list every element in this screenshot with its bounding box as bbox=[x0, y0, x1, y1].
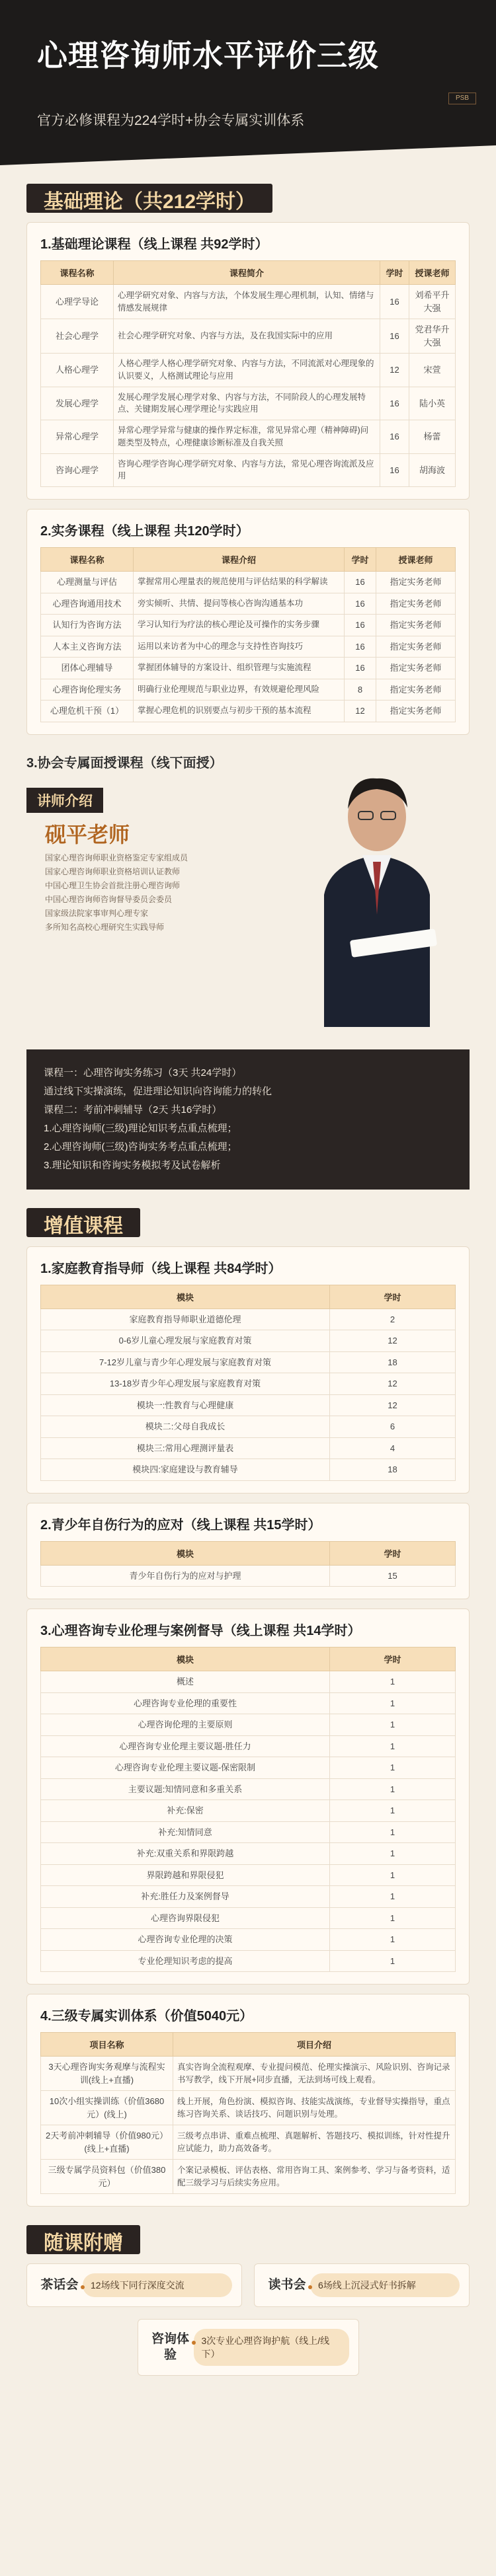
table-row bbox=[41, 1907, 456, 1929]
table-row bbox=[41, 1351, 456, 1373]
table-cell: 异常心理学 bbox=[41, 420, 114, 454]
table-cell: 指定实务老师 bbox=[376, 679, 456, 701]
col-hours: 学时 bbox=[345, 548, 376, 572]
table-row bbox=[41, 420, 456, 454]
bio-line: 国家心理咨询师职业资格鉴定专家组成员 bbox=[45, 852, 188, 862]
table-cell: 16 bbox=[380, 453, 409, 487]
col-course: 课程名称 bbox=[41, 261, 114, 285]
col-hours: 学时 bbox=[330, 1285, 456, 1308]
table-cell: 3天心理咨询实务观摩与流程实训(线上+直播) bbox=[41, 2057, 173, 2091]
table-cell: 18 bbox=[330, 1459, 456, 1481]
table-cell: 心理咨询专业伦理主要议题-保密限制 bbox=[41, 1757, 330, 1779]
section-basic-theory: 基础理论（共212学时） bbox=[26, 184, 272, 213]
gift-value: 6场线上沉浸式好书拆解 bbox=[310, 2273, 460, 2297]
col-course: 课程名称 bbox=[41, 548, 134, 572]
table-cell: 陆小英 bbox=[409, 387, 456, 420]
table-row bbox=[41, 1459, 456, 1481]
table-cell: 指定实务老师 bbox=[376, 658, 456, 679]
table-cell: 心理学导论 bbox=[41, 285, 114, 319]
table-cell: 指定实务老师 bbox=[376, 615, 456, 636]
table-cell: 模块二:父母自我成长 bbox=[41, 1416, 330, 1438]
table-cell: 模块三:常用心理测评量表 bbox=[41, 1437, 330, 1459]
table-cell: 心理咨询专业伦理的决策 bbox=[41, 1929, 330, 1951]
table-cell: 人格心理学人格心理学研究对象、内容与方法，不同流派对心理现象的认识要义，人格测试理论与应用 bbox=[114, 354, 380, 387]
table-row bbox=[41, 615, 456, 636]
table-cell: 团体心理辅导 bbox=[41, 658, 134, 679]
table-cell: 指定实务老师 bbox=[376, 593, 456, 615]
table-row bbox=[41, 1373, 456, 1395]
table-cell: 心理咨询界限侵犯 bbox=[41, 1907, 330, 1929]
gift-value: 12场线下同行深度交流 bbox=[83, 2273, 232, 2297]
table-row bbox=[41, 387, 456, 420]
table-cell: 三级考点串讲、重难点梳理、真题解析、答题技巧、模拟训练，针对性提升应试能力，助力高效备考。 bbox=[173, 2125, 456, 2160]
table-row bbox=[41, 2125, 456, 2160]
table-cell: 掌握团体辅导的方案设计、组织管理与实施流程 bbox=[134, 658, 345, 679]
col-hours: 学时 bbox=[330, 1648, 456, 1671]
table-row bbox=[41, 1929, 456, 1951]
table-cell: 16 bbox=[345, 572, 376, 593]
table-cell: 16 bbox=[345, 636, 376, 658]
teacher-name: 砚平老师 bbox=[45, 822, 130, 847]
gift-key: 咨询体验 bbox=[151, 2332, 189, 2362]
col-intro: 课程介绍 bbox=[134, 548, 345, 572]
table-cell: 16 bbox=[380, 420, 409, 454]
panel-line: 课程二：考前冲刺辅导（2天 共16学时） bbox=[44, 1104, 222, 1116]
table-row bbox=[41, 1778, 456, 1800]
bio-line: 中国心理卫生协会首批注册心理咨询师 bbox=[45, 880, 181, 890]
table-cell: 掌握心理危机的识别要点与初步干预的基本流程 bbox=[134, 701, 345, 722]
table-cell: 指定实务老师 bbox=[376, 701, 456, 722]
table-row bbox=[41, 1735, 456, 1757]
panel-line: 3.理论知识和咨询实务模拟考及试卷解析 bbox=[44, 1159, 221, 1171]
table-cell: 咨询心理学 bbox=[41, 453, 114, 487]
table-cell: 0-6岁儿童心理发展与家庭教育对策 bbox=[41, 1330, 330, 1352]
table-cell: 1 bbox=[330, 1929, 456, 1951]
table-row bbox=[41, 593, 456, 615]
col-intro: 课程简介 bbox=[114, 261, 380, 285]
gift-grid bbox=[26, 2263, 470, 2402]
table-cell: 心理咨询伦理实务 bbox=[41, 679, 134, 701]
basic-theory-table bbox=[40, 260, 456, 487]
table-cell: 真实咨询全流程观摩、专业提问模范、伦理实操演示、风险识别、咨询记录书写教学，线下开展+同步直播，无法到场可线上观看。 bbox=[173, 2057, 456, 2091]
table-cell: 心理咨询专业伦理的重要性 bbox=[41, 1692, 330, 1714]
table-cell: 刘希平升大强 bbox=[409, 285, 456, 319]
panel-line: 通过线下实操演练，促进理论知识向咨询能力的转化 bbox=[44, 1085, 272, 1097]
panel-line: 课程一：心理咨询实务练习（3天 共24学时） bbox=[44, 1067, 242, 1079]
table-cell: 6 bbox=[330, 1416, 456, 1438]
table-cell: 补充:胜任力及案例督导 bbox=[41, 1886, 330, 1908]
gift-item bbox=[26, 2263, 242, 2307]
table-cell: 心理学研究对象、内容与方法，个体发展生理心理机制，认知、情绪与情感发展规律 bbox=[114, 285, 380, 319]
table-cell: 1 bbox=[330, 1886, 456, 1908]
table-cell: 线上开展，角色扮演、模拟咨询、技能实战演练，专业督导实操指导，重点练习咨询关系、谈话技巧、问题识别与处理。 bbox=[173, 2091, 456, 2125]
gift-key: 读书会 bbox=[268, 2278, 306, 2292]
table-cell: 党君华升大强 bbox=[409, 319, 456, 354]
table-cell: 运用以来访者为中心的理念与支持性咨询技巧 bbox=[134, 636, 345, 658]
table-cell: 家庭教育指导师职业道德伦理 bbox=[41, 1308, 330, 1330]
hero-banner bbox=[0, 0, 496, 165]
table-cell: 12 bbox=[380, 354, 409, 387]
family-title: 1.家庭教育指导师（线上课程 共84学时） bbox=[40, 1261, 282, 1276]
table-cell: 2天考前冲刺辅导（价值980元）(线上+直播) bbox=[41, 2125, 173, 2160]
table-cell: 杨蕾 bbox=[409, 420, 456, 454]
bio-line: 多所知名高校心理研究生实践导师 bbox=[45, 922, 165, 932]
table-cell: 认知行为咨询方法 bbox=[41, 615, 134, 636]
gift-item bbox=[254, 2263, 470, 2307]
practice-title: 2.实务课程（线上课程 共120学时） bbox=[40, 524, 249, 539]
table-cell: 1 bbox=[330, 1821, 456, 1843]
table-cell: 发展心理学 bbox=[41, 387, 114, 420]
table-cell: 16 bbox=[380, 285, 409, 319]
practice-card bbox=[26, 509, 470, 735]
table-cell: 1 bbox=[330, 1757, 456, 1779]
training-title: 4.三级专属实训体系（价值5040元） bbox=[40, 2009, 253, 2024]
col-desc: 项目介绍 bbox=[173, 2033, 456, 2057]
gift-key: 茶话会 bbox=[40, 2278, 79, 2292]
table-cell: 心理危机干预（1） bbox=[41, 701, 134, 722]
table-row bbox=[41, 1330, 456, 1352]
gift-item bbox=[138, 2319, 359, 2376]
basic-theory-card bbox=[26, 222, 470, 500]
table-cell: 1 bbox=[330, 1735, 456, 1757]
table-cell: 16 bbox=[345, 615, 376, 636]
table-cell: 人格心理学 bbox=[41, 354, 114, 387]
table-cell: 1 bbox=[330, 1800, 456, 1822]
col-hours: 学时 bbox=[330, 1541, 456, 1565]
table-cell: 1 bbox=[330, 1950, 456, 1972]
ethics-table bbox=[40, 1647, 456, 1972]
table-cell: 12 bbox=[330, 1330, 456, 1352]
table-cell: 1 bbox=[330, 1671, 456, 1693]
ethics-card bbox=[26, 1609, 470, 1985]
table-row bbox=[41, 1714, 456, 1736]
table-cell: 概述 bbox=[41, 1671, 330, 1693]
table-cell: 13-18岁青少年心理发展与家庭教育对策 bbox=[41, 1373, 330, 1395]
selfharm-table bbox=[40, 1541, 456, 1587]
table-cell: 异常心理学异常与健康的操作界定标准，常见异常心理（精神障碍)问题类型及特点，心理健康诊断标准及自我关照 bbox=[114, 420, 380, 454]
table-cell: 12 bbox=[330, 1373, 456, 1395]
corner-tag: PSB bbox=[448, 93, 476, 104]
table-cell: 心理咨询通用技术 bbox=[41, 593, 134, 615]
table-cell: 16 bbox=[345, 658, 376, 679]
table-cell: 1 bbox=[330, 1843, 456, 1865]
col-hours: 学时 bbox=[380, 261, 409, 285]
table-cell: 主要议题:知情同意和多重关系 bbox=[41, 1778, 330, 1800]
table-cell: 12 bbox=[345, 701, 376, 722]
table-cell: 青少年自伤行为的应对与护理 bbox=[41, 1565, 330, 1587]
bio-line: 中国心理咨询师咨询督导委员会委员 bbox=[45, 894, 173, 904]
table-cell: 掌握常用心理量表的规范使用与评估结果的科学解读 bbox=[134, 572, 345, 593]
bio-line: 国家级法院家事审判心理专家 bbox=[45, 908, 149, 918]
ethics-title: 3.心理咨询专业伦理与案例督导（线上课程 共14学时） bbox=[40, 1624, 361, 1638]
teacher-section bbox=[26, 752, 470, 1049]
table-row bbox=[41, 658, 456, 679]
table-cell: 补充:保密 bbox=[41, 1800, 330, 1822]
table-cell: 2 bbox=[330, 1308, 456, 1330]
table-cell: 模块四:家庭建设与教育辅导 bbox=[41, 1459, 330, 1481]
table-row bbox=[41, 2057, 456, 2091]
table-cell: 社会心理学 bbox=[41, 319, 114, 354]
page-title: 心理咨询师水平评价三级 bbox=[37, 38, 379, 73]
col-project: 项目名称 bbox=[41, 2033, 173, 2057]
section-addon: 增值课程 bbox=[26, 1208, 140, 1237]
table-row bbox=[41, 1950, 456, 1972]
family-card bbox=[26, 1246, 470, 1494]
table-cell: 胡海波 bbox=[409, 453, 456, 487]
col-teacher: 授课老师 bbox=[409, 261, 456, 285]
table-row bbox=[41, 1800, 456, 1822]
teacher-portrait bbox=[284, 763, 463, 1027]
col-module: 模块 bbox=[41, 1648, 330, 1671]
selfharm-title: 2.青少年自伤行为的应对（线上课程 共15学时） bbox=[40, 1517, 321, 1533]
table-cell: 发展心理学发展心理学对象、内容与方法，不同阶段人的心理发展特点、关键期发展心理学理论与实践应用 bbox=[114, 387, 380, 420]
table-row bbox=[41, 1437, 456, 1459]
table-cell: 16 bbox=[345, 593, 376, 615]
practice-table bbox=[40, 547, 456, 722]
course-panel bbox=[26, 1049, 470, 1190]
table-cell: 界限跨越和界限侵犯 bbox=[41, 1864, 330, 1886]
teacher-label: 讲师介绍 bbox=[26, 788, 103, 813]
table-cell: 16 bbox=[380, 319, 409, 354]
col-teacher: 授课老师 bbox=[376, 548, 456, 572]
table-cell: 人本主义咨询方法 bbox=[41, 636, 134, 658]
teacher-bio bbox=[45, 851, 188, 934]
table-row bbox=[41, 319, 456, 354]
table-cell: 补充:双重关系和界限跨越 bbox=[41, 1843, 330, 1865]
table-cell: 16 bbox=[380, 387, 409, 420]
basic-theory-title: 1.基础理论课程（线上课程 共92学时） bbox=[40, 237, 269, 252]
table-row bbox=[41, 679, 456, 701]
table-cell: 1 bbox=[330, 1692, 456, 1714]
table-row bbox=[41, 1843, 456, 1865]
gift-value: 3次专业心理咨询护航（线上/线下） bbox=[194, 2329, 349, 2366]
table-cell: 12 bbox=[330, 1394, 456, 1416]
table-cell: 心理测量与评估 bbox=[41, 572, 134, 593]
teacher-section-title: 3.协会专属面授课程（线下面授） bbox=[26, 755, 223, 771]
bio-line: 国家心理咨询师职业资格培训认证教师 bbox=[45, 866, 181, 876]
table-cell: 8 bbox=[345, 679, 376, 701]
table-cell: 15 bbox=[330, 1565, 456, 1587]
table-row bbox=[41, 1394, 456, 1416]
table-cell: 指定实务老师 bbox=[376, 636, 456, 658]
table-cell: 18 bbox=[330, 1351, 456, 1373]
table-cell: 4 bbox=[330, 1437, 456, 1459]
table-cell: 补充:知情同意 bbox=[41, 1821, 330, 1843]
table-row bbox=[41, 701, 456, 722]
table-row bbox=[41, 354, 456, 387]
section-gifts: 随课附赠 bbox=[26, 2225, 140, 2254]
table-cell: 1 bbox=[330, 1778, 456, 1800]
family-table bbox=[40, 1285, 456, 1481]
table-cell: 指定实务老师 bbox=[376, 572, 456, 593]
table-row bbox=[41, 1864, 456, 1886]
table-row bbox=[41, 1671, 456, 1693]
table-row bbox=[41, 1308, 456, 1330]
table-row bbox=[41, 2091, 456, 2125]
table-cell: 7-12岁儿童与青少年心理发展与家庭教育对策 bbox=[41, 1351, 330, 1373]
table-cell: 咨询心理学咨询心理学研究对象、内容与方法，常见心理咨询流派及应用 bbox=[114, 453, 380, 487]
training-table bbox=[40, 2032, 456, 2194]
table-cell: 10次小组实操训练（价值3680元）(线上) bbox=[41, 2091, 173, 2125]
table-cell: 个案记录模板、评估表格、常用咨询工具、案例参考、学习与备考资料，适配三级学习与后续实务应用。 bbox=[173, 2160, 456, 2194]
table-row bbox=[41, 1757, 456, 1779]
table-cell: 社会心理学研究对象、内容与方法，及在我国实际中的应用 bbox=[114, 319, 380, 354]
table-row bbox=[41, 1565, 456, 1587]
table-row bbox=[41, 1416, 456, 1438]
table-cell: 1 bbox=[330, 1714, 456, 1736]
table-cell: 三级专属学员资料包（价值380元） bbox=[41, 2160, 173, 2194]
table-cell: 1 bbox=[330, 1907, 456, 1929]
panel-line: 2.心理咨询师(三级)咨询实务考点重点梳理； bbox=[44, 1141, 237, 1153]
table-row bbox=[41, 453, 456, 487]
table-cell: 1 bbox=[330, 1864, 456, 1886]
page-subtitle: 官方必修课程为224学时+协会专属实训体系 bbox=[37, 113, 305, 128]
table-cell: 明确行业伦理规范与职业边界，有效规避伦理风险 bbox=[134, 679, 345, 701]
table-cell: 学习认知行为疗法的核心理论及可操作的实务步骤 bbox=[134, 615, 345, 636]
table-row bbox=[41, 2160, 456, 2194]
table-row bbox=[41, 572, 456, 593]
table-row bbox=[41, 1692, 456, 1714]
col-module: 模块 bbox=[41, 1285, 330, 1308]
table-row bbox=[41, 636, 456, 658]
table-cell: 模块一:性教育与心理健康 bbox=[41, 1394, 330, 1416]
table-row bbox=[41, 1821, 456, 1843]
selfharm-card bbox=[26, 1503, 470, 1600]
table-cell: 专业伦理知识考虑的提高 bbox=[41, 1950, 330, 1972]
table-row bbox=[41, 1886, 456, 1908]
training-card bbox=[26, 1994, 470, 2207]
col-module: 模块 bbox=[41, 1541, 330, 1565]
table-cell: 心理咨询专业伦理主要议题-胜任力 bbox=[41, 1735, 330, 1757]
table-row bbox=[41, 285, 456, 319]
table-cell: 宋萱 bbox=[409, 354, 456, 387]
panel-line: 1.心理咨询师(三级)理论知识考点重点梳理； bbox=[44, 1122, 237, 1134]
table-cell: 心理咨询伦理的主要原则 bbox=[41, 1714, 330, 1736]
table-cell: 旁实倾听、共情、提问等核心咨询沟通基本功 bbox=[134, 593, 345, 615]
